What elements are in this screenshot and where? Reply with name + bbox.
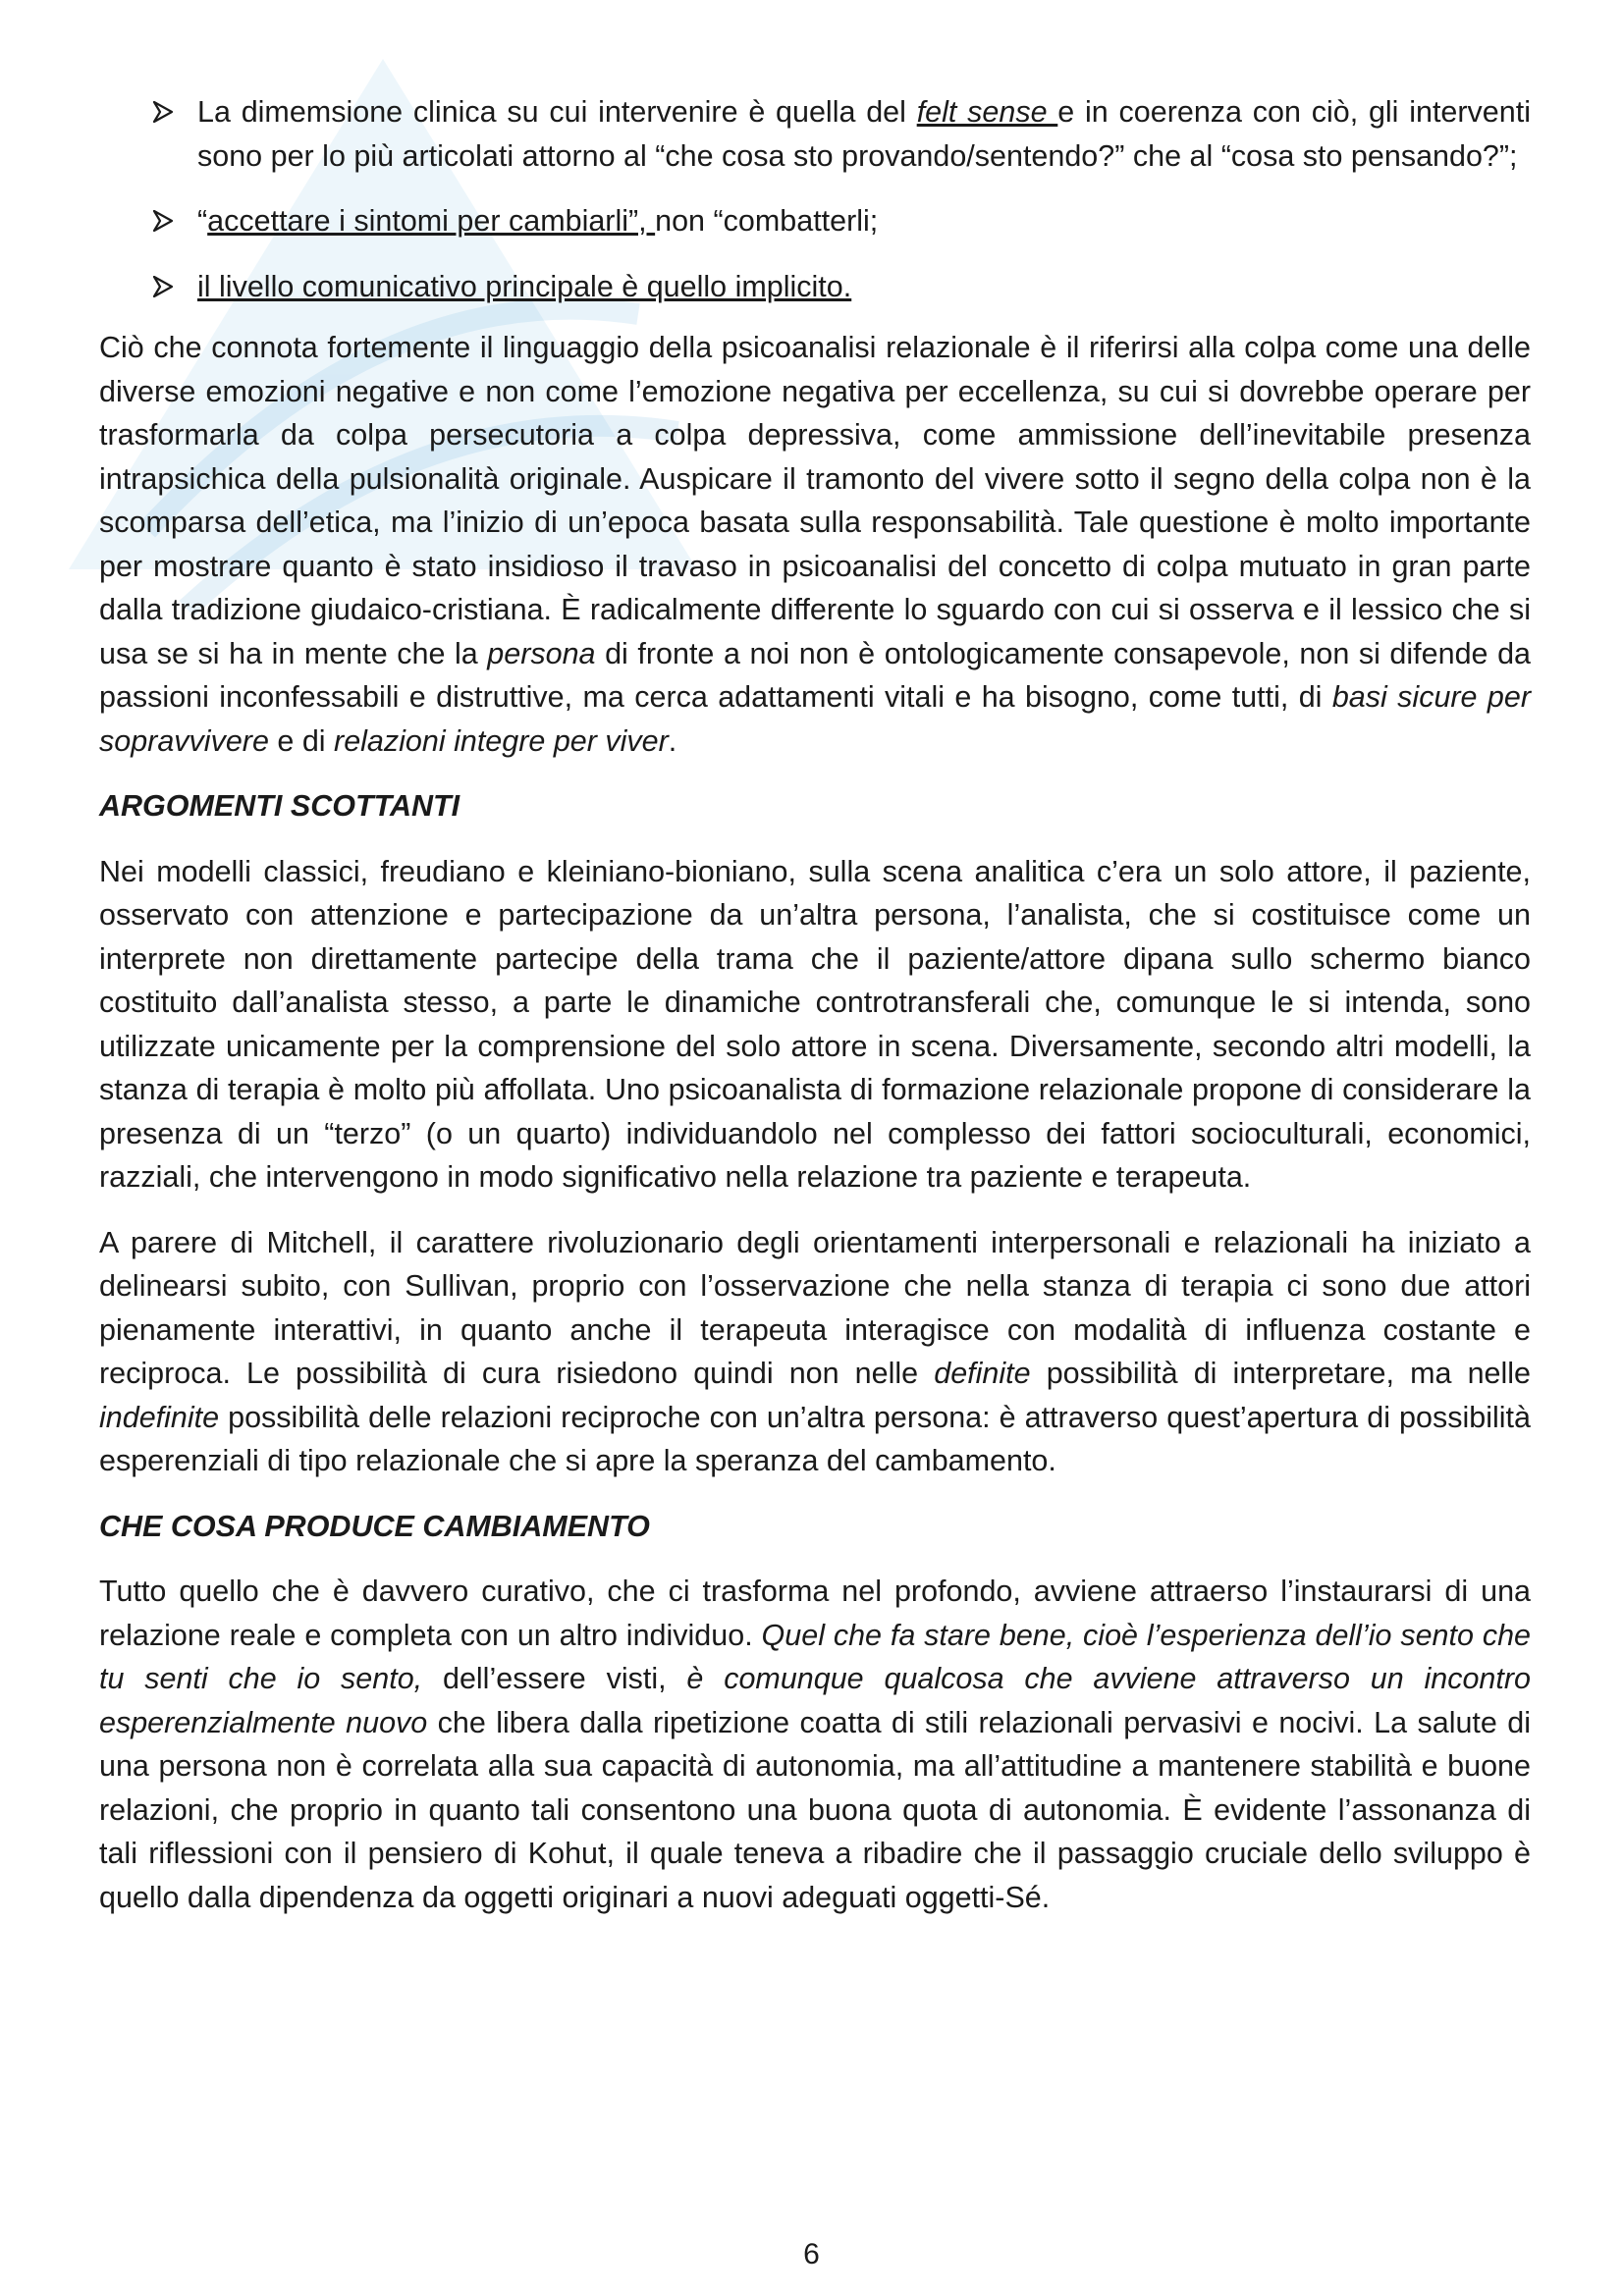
paragraph bbox=[99, 1570, 1531, 1919]
bullet-item bbox=[99, 199, 1531, 243]
bullet-emphasis: felt sense bbox=[916, 95, 1058, 129]
bullet-text: non “combatterli; bbox=[655, 204, 879, 238]
paragraph bbox=[99, 326, 1531, 763]
paragraph-emphasis: è comunque qualcosa che avviene attraverso un incontro esperenzialmente nuovo bbox=[99, 1662, 1531, 1739]
paragraph-text: dell’essere visti, bbox=[422, 1662, 687, 1695]
paragraph bbox=[99, 1221, 1531, 1483]
paragraph-emphasis: definite bbox=[934, 1357, 1031, 1390]
paragraph-emphasis: basi sicure per sopravvivere bbox=[99, 680, 1531, 758]
paragraph-text: che libera dalla ripetizione coatta di stili relazionali pervasivi e nocivi. La salute di una persona non è correlata alla sua capacità di autonomia, ma all’attitudine a mantenere stabilità e buone relazioni, che proprio in quanto tali consentono una buona quota di autonomia. È evidente l’assonanza di tali riflessioni con il pensiero di Kohut, il quale teneva a ribadire che il passaggio cruciale dello sviluppo è quello dalla dipendenza da oggetti originari a nuovi adeguati oggetti-Sé. bbox=[99, 1705, 1531, 1914]
paragraph-text: e di bbox=[268, 723, 335, 758]
paragraph-text: possibilità di interpretare, ma nelle bbox=[1030, 1357, 1532, 1390]
arrow-bullet-icon bbox=[152, 210, 174, 232]
paragraph-emphasis: persona bbox=[487, 636, 596, 670]
paragraph-text: possibilità delle relazioni reciproche con un’altra persona: è attraverso quest’apertura di possibilità esperenziali di tipo relazionale che si apre la speranza del cambamento. bbox=[99, 1400, 1531, 1477]
bullet-text: “ bbox=[197, 204, 208, 238]
bullet-text: il livello comunicativo principale è quello implicito. bbox=[197, 269, 852, 303]
paragraph-emphasis: Quel che fa stare bene, cioè l’esperienza dell’io sento che tu senti che io sento, bbox=[99, 1618, 1531, 1695]
bullet-text: La dimemsione clinica su cui intervenire è quella del bbox=[197, 95, 917, 129]
arrow-bullet-icon bbox=[152, 101, 174, 123]
paragraph-emphasis: relazioni integre per viver bbox=[334, 723, 669, 758]
paragraph-text: Tutto quello che è davvero curativo, che ci trasforma nel profondo, avviene attraerso l’instaurarsi di una relazione reale e completa con un altro individuo. bbox=[99, 1575, 1531, 1652]
paragraph: Nei modelli classici, freudiano e kleiniano-bioniano, sulla scena analitica c’era un solo attore, il paziente, osservato con attenzione e partecipazione da un’altra persona, l’analista, che si costituisce come un interprete non direttamente partecipe della trama che il paziente/attore dipana sullo schermo bianco costituito dall’analista stesso, a parte le dinamiche controtransferali che, comunque le si intenda, sono utilizzate unicamente per la comprensione del solo attore in scena. Diversamente, secondo altri modelli, la stanza di terapia è molto più affollata. Uno psicoanalista di formazione relazionale propone di considerare la presenza di un “terzo” (o un quarto) individuandolo nel complesso dei fattori socioculturali, economici, razziali, che intervengono in modo significativo nella relazione tra paziente e terapeuta. bbox=[99, 854, 1531, 1194]
paragraph-emphasis: indefinite bbox=[99, 1400, 220, 1434]
bullet-text: e in coerenza con ciò, gli interventi sono per lo più articolati attorno al “che cosa sto provando/sentendo?” che al “cosa sto pensando?”; bbox=[197, 95, 1531, 173]
paragraph-text: Ciò che connota fortemente il linguaggio della psicoanalisi relazionale è il riferirsi alla colpa come una delle diverse emozioni negative e non come l’emozione negativa per eccellenza, su cui si dovrebbe operare per trasformarla da colpa persecutoria a colpa depressiva, come ammissione dell’inevitabile presenza intrapsichica della pulsionalità originale. Auspicare il tramonto del vivere sotto il segno della colpa non è la scomparsa dell’etica, ma l’inizio di un’epoca basata sulla responsabilità. Tale questione è molto importante per mostrare quanto è stato insidioso il travaso in psicoanalisi del concetto di colpa mutuato in gran parte dalla tradizione giudaico-cristiana. È radicalmente differente lo sguardo con cui si osserva e il lessico che si usa se si ha in mente che la bbox=[99, 331, 1531, 670]
page-number: 6 bbox=[803, 2238, 820, 2270]
document-page bbox=[99, 90, 1531, 1941]
paragraph-text: di fronte a noi non è ontologicamente consapevole, non si difende da passioni inconfessabili e distruttive, ma cerca adattamenti vitali e ha bisogno, come tutti, di bbox=[99, 636, 1531, 714]
arrow-bullet-icon bbox=[152, 276, 174, 297]
bullet-list bbox=[99, 90, 1531, 308]
paragraph-text: A parere di Mitchell, il carattere rivoluzionario degli orientamenti interpersonali e relazionali ha iniziato a delinearsi subito, con Sullivan, proprio con l’osservazione che nella stanza di terapia ci sono due attori pienamente interattivi, in quanto anche il terapeuta interagisce con modalità di influenza costante e reciproca. Le possibilità di cura risiedono quindi non nelle bbox=[99, 1225, 1531, 1390]
bullet-item bbox=[99, 90, 1531, 178]
bullet-emphasis: accettare i sintomi per cambiarli”, bbox=[207, 204, 656, 238]
paragraph-text: . bbox=[668, 723, 677, 758]
section-heading: ARGOMENTI SCOTTANTI bbox=[99, 789, 460, 823]
section-heading: CHE COSA PRODUCE CAMBIAMENTO bbox=[99, 1509, 650, 1543]
bullet-item bbox=[99, 265, 1531, 309]
